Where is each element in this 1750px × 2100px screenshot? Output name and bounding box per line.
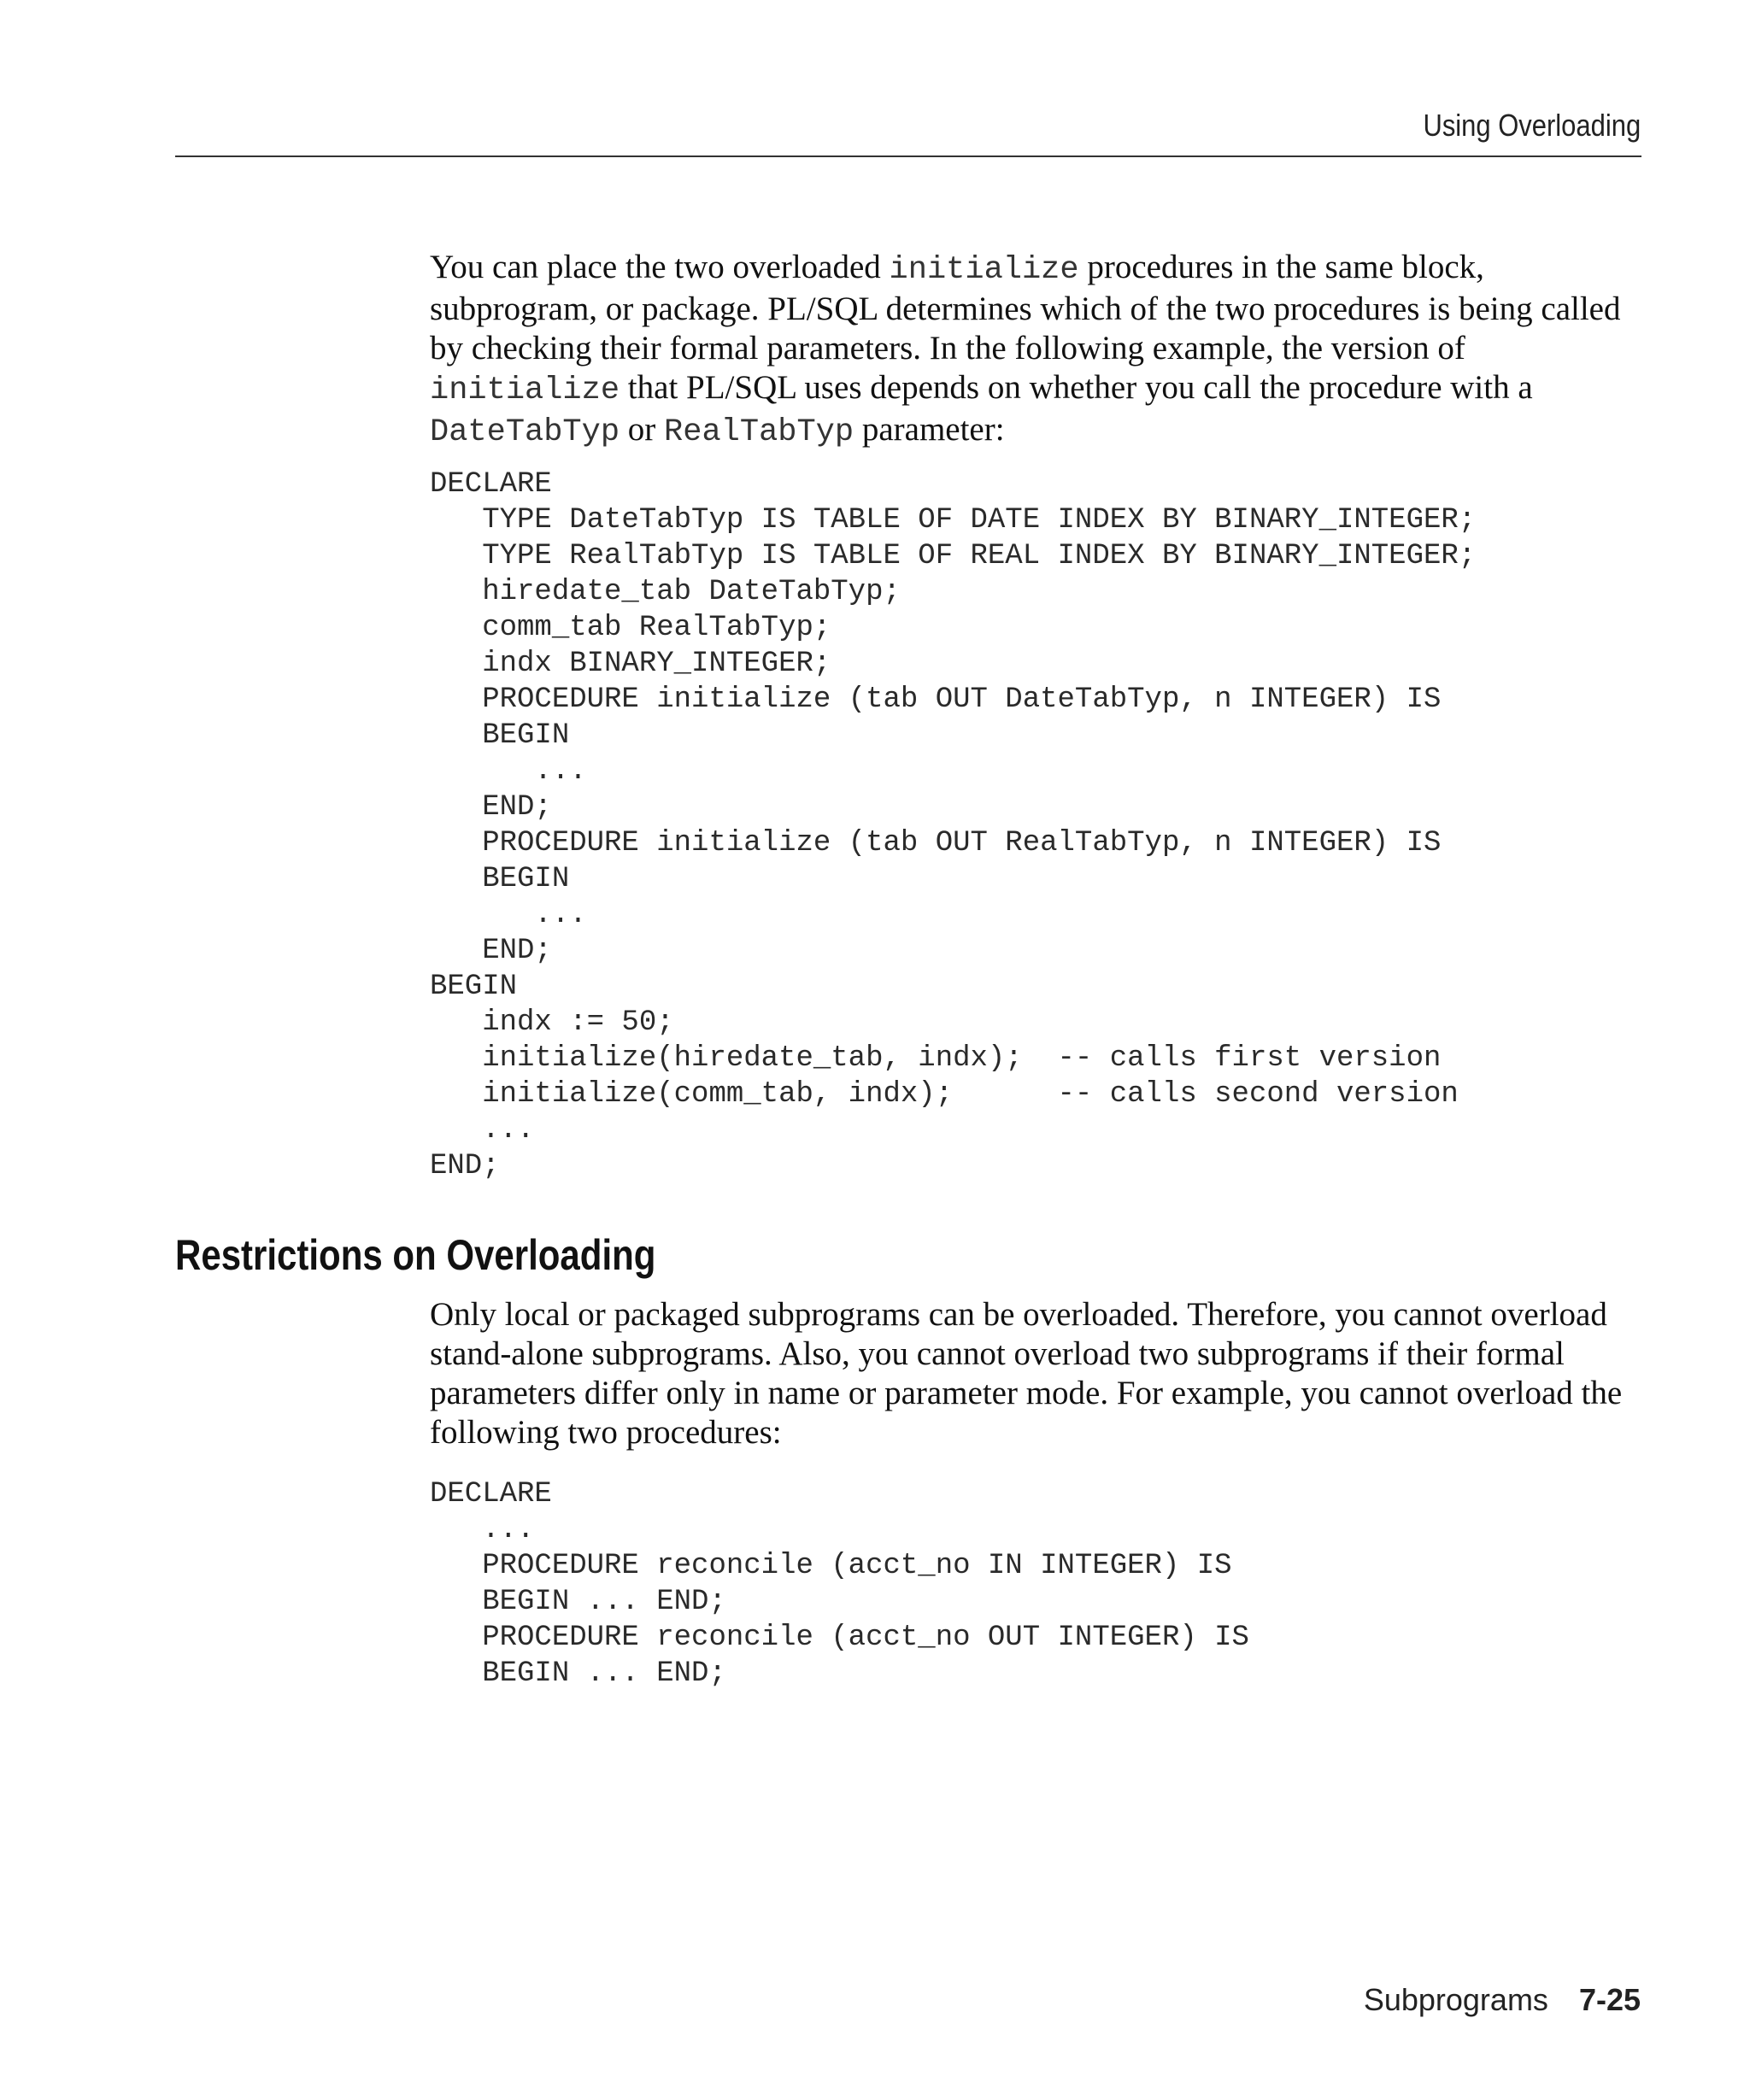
intro-text-2: procedures in the same block, subprogram, or package. PL/SQL determines which of the two procedures is being called by checking their formal parameters. In the following example, the version of <box>430 249 1621 367</box>
code-line: BEGIN <box>430 971 518 1003</box>
inline-code-datetabtyp: DateTabTyp <box>430 414 620 450</box>
code-line: END; <box>430 791 552 824</box>
code-line: PROCEDURE reconcile (acct_no OUT INTEGER) IS <box>430 1622 1249 1654</box>
footer-chapter: Subprograms <box>1363 1982 1548 2017</box>
code-example-1 <box>430 466 1643 1184</box>
code-line: indx := 50; <box>430 1006 674 1039</box>
restrictions-paragraph: Only local or packaged subprograms can be overloaded. Therefore, you cannot overload stand-alone subprograms. Also, you cannot overload two subprograms if their formal parameters differ only in name or parameter mode. For example, you cannot overload the following two procedures: <box>430 1296 1623 1451</box>
code-line: ... <box>430 1114 535 1147</box>
page-number: 7-25 <box>1578 1982 1641 2017</box>
code-block <box>430 466 1643 1184</box>
intro-text-4: or <box>620 411 665 448</box>
code-line: DECLARE <box>430 468 552 501</box>
code-line: END; <box>430 935 552 967</box>
code-line: BEGIN <box>430 719 570 752</box>
code-line: hiredate_tab DateTabTyp; <box>430 576 901 608</box>
code-example-2 <box>430 1476 1643 1692</box>
intro-text-1: You can place the two overloaded <box>430 249 890 285</box>
intro-text-5: parameter: <box>854 411 1005 448</box>
code-line: BEGIN ... END; <box>430 1657 726 1690</box>
intro-text-3: that PL/SQL uses depends on whether you call the procedure with a <box>620 369 1533 406</box>
inline-code-realtabtyp: RealTabTyp <box>664 414 854 450</box>
code-line: initialize(hiredate_tab, indx); -- calls first version <box>430 1042 1442 1075</box>
code-line: BEGIN <box>430 863 570 895</box>
code-line: PROCEDURE reconcile (acct_no IN INTEGER) IS <box>430 1550 1232 1582</box>
intro-paragraph <box>430 248 1643 452</box>
code-line: indx BINARY_INTEGER; <box>430 648 831 680</box>
code-line: PROCEDURE initialize (tab OUT RealTabTyp, n INTEGER) IS <box>430 827 1442 859</box>
header-rule <box>175 155 1641 157</box>
code-line: END; <box>430 1150 500 1182</box>
code-line: PROCEDURE initialize (tab OUT DateTabTyp, n INTEGER) IS <box>430 683 1442 716</box>
inline-code-initialize: initialize <box>889 252 1079 288</box>
code-line: ... <box>430 899 587 931</box>
running-header: Using Overloading <box>1423 108 1641 143</box>
page-footer <box>1364 1982 1641 2018</box>
code-line: TYPE DateTabTyp IS TABLE OF DATE INDEX BY BINARY_INTEGER; <box>430 504 1477 537</box>
restrictions-block <box>430 1295 1643 1452</box>
code-line: DECLARE <box>430 1478 552 1510</box>
code-line: TYPE RealTabTyp IS TABLE OF REAL INDEX BY BINARY_INTEGER; <box>430 540 1477 572</box>
code-line: initialize(comm_tab, indx); -- calls second version <box>430 1078 1459 1111</box>
code-line: BEGIN ... END; <box>430 1586 726 1618</box>
inline-code-initialize-2: initialize <box>430 372 620 408</box>
code-block <box>430 1476 1643 1692</box>
code-line: ... <box>430 755 587 788</box>
intro-block <box>430 248 1643 452</box>
code-line: comm_tab RealTabTyp; <box>430 612 831 644</box>
code-line: ... <box>430 1514 535 1546</box>
section-heading: Restrictions on Overloading <box>175 1231 656 1279</box>
